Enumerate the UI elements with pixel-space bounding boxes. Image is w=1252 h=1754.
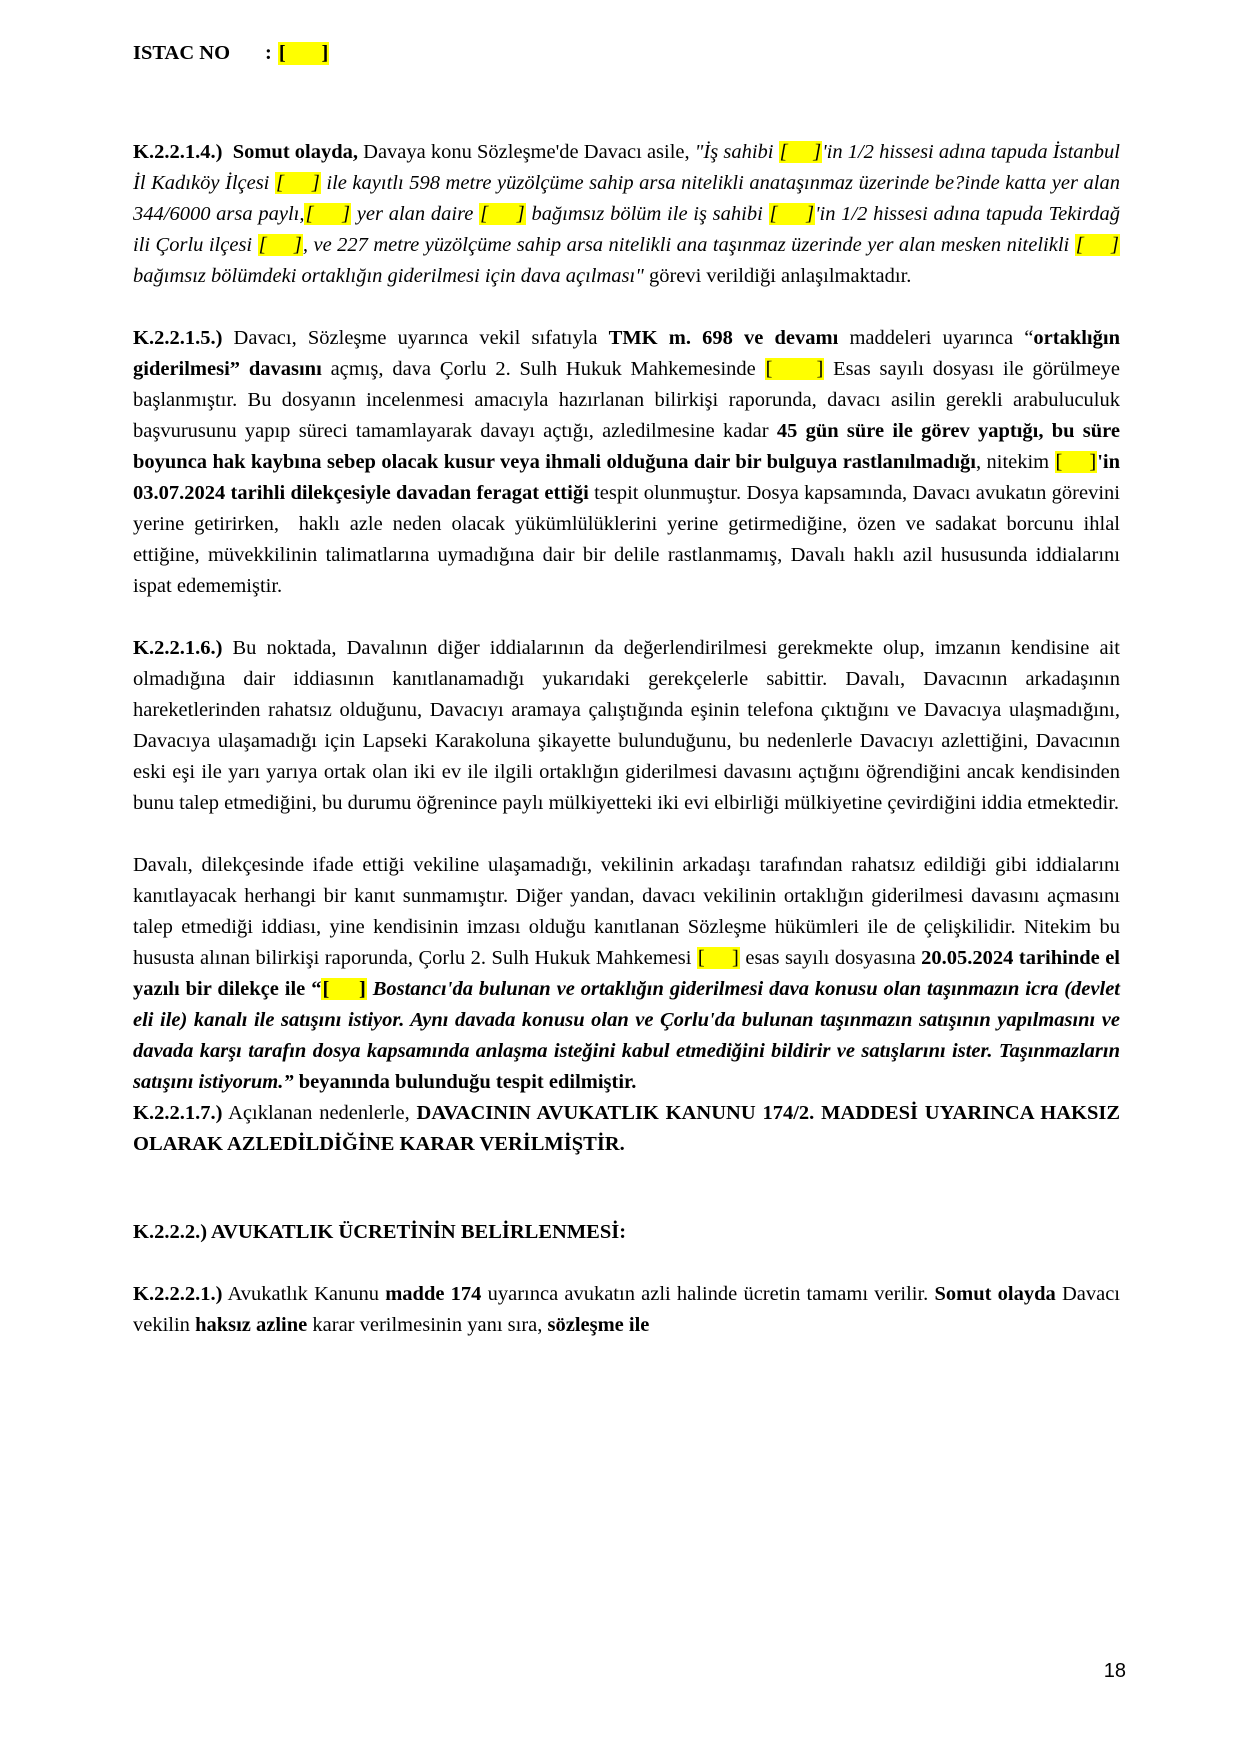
text-run: esas sayılı dosyasına (739, 947, 922, 969)
redaction-highlight: [ ] (769, 203, 815, 225)
redaction-highlight: [ ] (305, 203, 351, 225)
text-run: tespit olunmuştur. Dosya kapsamında, Davacı avukatın görevini yerine getirirken, haklı azle neden olacak yükümlülüklerini yerine getirmediğine, özen ve sadakat borcunu ihlal ettiğine, müvekkilinin talimatlarına uymadığına dair bir delile rastlanmamış, Davalı haklı azil hususunda iddialarını ispat edememiştir. (133, 482, 1120, 597)
text-run: K.2.2.1.4.) (133, 141, 233, 163)
text-run: haksız azline (195, 1314, 308, 1336)
text-run: karar verilmesinin yanı sıra, (307, 1314, 548, 1336)
text-run: 45 gün süre ile görev yaptığı, bu süre boyunca hak kaybına sebep olacak kusur veya ihmali olduğuna dair bir bulguya rastlanılmadığı (133, 420, 1120, 473)
text-run: açmış, dava Çorlu 2. Sulh Hukuk Mahkemesinde (321, 358, 765, 380)
text-run: ile kayıtlı 598 metre yüzölçüme sahip arsa nitelikli anataşınmaz üzerinde be?inde katta yer alan 344/6000 arsa paylı, (133, 172, 1120, 225)
text-run: Açıklanan nedenlerle, (222, 1102, 417, 1124)
paragraph-davali-dilekce (133, 850, 1120, 1098)
header-colon: : (265, 42, 272, 64)
text-run: K.2.2.2.1.) (133, 1283, 223, 1305)
redaction-highlight: [ ] (1055, 451, 1097, 473)
text-run: "İş sahibi (694, 141, 779, 163)
text-run: bağımsız bölüm ile iş sahibi (525, 203, 769, 225)
text-run: uyarınca avukatın azli halinde ücretin tamamı verilir. (481, 1283, 935, 1305)
text-run: , nitekim (975, 451, 1055, 473)
redaction-highlight: [ ] (258, 234, 302, 256)
redaction-highlight: [ ] (779, 141, 822, 163)
text-run: Avukatlık Kanunu (222, 1283, 386, 1305)
text-run: Esas sayılı dosyası ile görülmeye başlanmıştır. Bu dosyanın incelenmesi amacıyla hazırlanan bilirkişi raporunda, davacı asilin gerekli arabuluculuk başvurusunu yapıp süreci tamamlayarak davayı açtığı, azledilmesine kadar (133, 358, 1120, 442)
text-run: madde 174 (385, 1283, 482, 1305)
document-header (133, 42, 1120, 65)
text-run: bağımsız bölümdeki ortaklığın giderilmesi için dava açılması" (133, 265, 649, 287)
text-run: 'in 03.07.2024 tarihli dilekçesiyle davadan feragat ettiği (133, 451, 1121, 504)
header-label: ISTAC NO (133, 42, 231, 64)
paragraph-k2217 (133, 1098, 1120, 1160)
text-run: maddeleri uyarınca “ (838, 327, 1034, 349)
text-run: Davacı, Sözleşme uyarınca vekil sıfatıyla (222, 327, 609, 349)
redaction-highlight: [ ] (1075, 234, 1119, 256)
text-run: Davalı, dilekçesinde ifade ettiği vekiline ulaşamadığı, vekilinin arkadaşı tarafından rahatsız edildiği gibi iddialarını kanıtlayacak herhangi bir kanıt sunmamıştır. Diğer yandan, davacı vekilinin ortaklığın giderilmesi davasını açmasını talep etmediği iddiası, yine kendisinin imzası olduğu kanıtlanan Sözleşme hükümleri ile de çelişkilidir. Nitekim bu hususta alınan bilirkişi raporunda, Çorlu 2. Sulh Hukuk Mahkemesi (133, 854, 1120, 969)
redaction-highlight: [ ] (275, 172, 320, 194)
text-run: DAVACININ AVUKATLIK KANUNU 174/2. MADDESİ UYARINCA HAKSIZ OLARAK AZLEDİLDİĞİNE KARAR VERİLMİŞTİR. (133, 1102, 1120, 1155)
text-run: ortaklığın giderilmesi” davasını (133, 327, 1120, 380)
redaction-highlight: [ ] (765, 358, 824, 380)
text-run: 20.05.2024 tarihinde el yazılı bir dilekçe ile “ (133, 947, 1120, 1000)
text-run: K.2.2.2.) AVUKATLIK ÜCRETİNİN BELİRLENMESİ: (133, 1221, 627, 1243)
section-heading-k222 (133, 1217, 1120, 1248)
page-number: 18 (1103, 1660, 1126, 1682)
text-run: yer alan daire (351, 203, 480, 225)
paragraph-k2215 (133, 323, 1120, 602)
text-run: sözleşme ile (547, 1314, 650, 1336)
text-run: 'in 1/2 hissesi adına tapuda Tekirdağ ili Çorlu ilçesi (133, 203, 1120, 256)
text-run: Davaya konu Sözleşme'de Davacı asile, (358, 141, 695, 163)
header-redaction: [ ] (278, 42, 329, 64)
text-run: Davacı vekilin (133, 1283, 1120, 1336)
paragraph-k2221 (133, 1279, 1120, 1341)
text-run: Bu noktada, Davalının diğer iddialarının da değerlendirilmesi gerekmekte olup, imzanın kendisine ait olmadığına dair iddiasının kanıtlanamadığı yukarıdaki gerekçelerle sabittir. Davalı, Davacının arkadaşının hareketlerinden rahatsız olduğunu, Davacıyı aramaya çalıştığında eşinin telefona çıktığını ve Davacıya ulaşmadığını, Davacıya ulaşamadığı için Lapseki Karakoluna şikayette bulunduğunu, bu nedenlerle Davacıyı azlettiğini, Davacının eski eşi ile yarı yarıya ortak olan iki ev ile ilgili ortaklığın giderilmesi davasını açtığını öğrendiğini ancak kendisinden bunu talep etmediğini, bu durumu öğrenince paylı mülkiyetteki iki evi elbirliği mülkiyetine çevirdiğini iddia etmektedir. (133, 637, 1120, 814)
text-run: K.2.2.1.6.) (133, 637, 223, 659)
redaction-highlight: [ ] (480, 203, 525, 225)
text-run: beyanında bulunduğu tespit edilmiştir. (293, 1071, 637, 1093)
text-run: 'in 1/2 hissesi adına tapuda İstanbul İl Kadıköy İlçesi (133, 141, 1120, 194)
text-run: görevi verildiği anlaşılmaktadır. (648, 265, 912, 287)
paragraph-k2214 (133, 137, 1120, 292)
text-run: K.2.2.1.7.) (133, 1102, 223, 1124)
redaction-highlight: [ ] (697, 947, 739, 969)
text-run: , ve 227 metre yüzölçüme sahip arsa nitelikli ana taşınmaz üzerinde yer alan mesken nitelikli (302, 234, 1075, 256)
text-run: TMK m. 698 ve devamı (608, 327, 839, 349)
text-run: K.2.2.1.5.) (133, 327, 223, 349)
text-run: Bostancı'da bulunan ve ortaklığın giderilmesi dava konusu olan taşınmazın icra (devlet eli ile) kanalı ile satışını istiyor. Aynı davada konusu olan ve Çorlu'da bulunan taşınmazın satışının yapılmasını ve davada karşı tarafın dosya kapsamında anlaşma isteğini kabul etmediğini bildirir ve satışlarını ister. Taşınmazların satışını istiyorum.” (133, 978, 1120, 1093)
text-run: Somut olayda (934, 1283, 1056, 1305)
text-run: Somut olayda, (232, 141, 359, 163)
paragraph-k2216 (133, 633, 1120, 819)
redaction-highlight: [ ] (322, 978, 366, 1000)
